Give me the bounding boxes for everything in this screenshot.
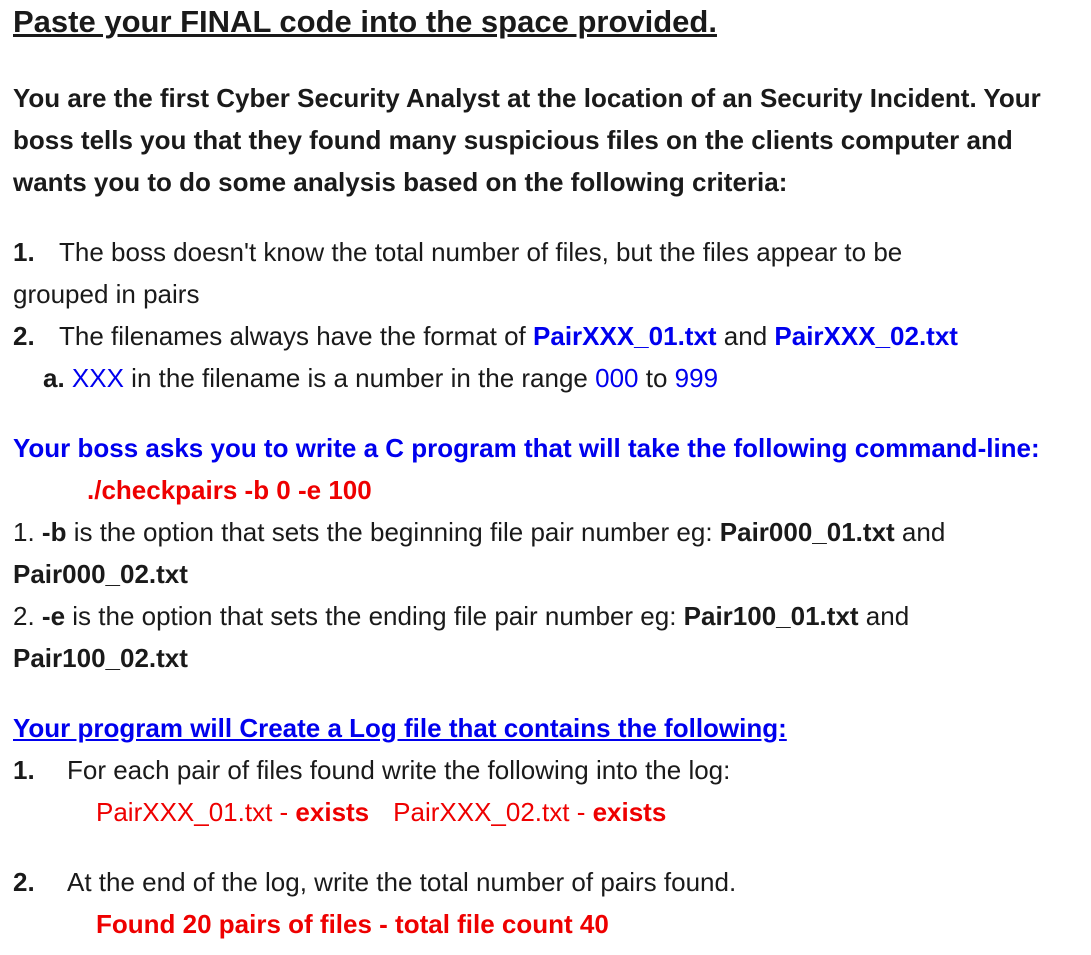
criteria-item-1 <box>13 231 902 273</box>
log-heading: Your program will Create a Log file that contains the following: <box>13 713 787 743</box>
log-example-file-1: PairXXX_01.txt - <box>96 797 296 827</box>
option-e-number: 2. <box>13 601 42 631</box>
criteria-sub-item-a <box>43 357 718 399</box>
log-item-1-text: For each pair of files found write the following into the log: <box>67 755 731 785</box>
option-b-line <box>13 511 945 553</box>
criteria-item-2-text: The filenames always have the format of <box>59 321 534 351</box>
log-item-2-text: At the end of the log, write the total number of pairs found. <box>67 867 737 897</box>
range-start: 000 <box>595 363 639 393</box>
option-e-and: and <box>858 601 910 631</box>
intro-line-1: You are the first Cyber Security Analyst at the location of an Security Incident. Your <box>13 83 1041 113</box>
criteria-item-2 <box>13 315 958 357</box>
option-e-flag: -e <box>41 601 66 631</box>
option-e-file-1: Pair100_01.txt <box>683 601 859 631</box>
page-title: Paste your FINAL code into the space provided. <box>13 4 717 39</box>
criteria-item-1-continued: grouped in pairs <box>13 279 200 309</box>
option-e-line <box>13 595 909 637</box>
option-b-file-2: Pair000_02.txt <box>13 559 188 589</box>
filename-format-2: PairXXX_02.txt <box>774 321 958 351</box>
log-example-2: Found 20 pairs of files - total file count 40 <box>96 909 609 939</box>
criteria-item-1-number: 1. <box>13 237 35 267</box>
option-b-text: is the option that sets the beginning file pair number eg: <box>66 517 720 547</box>
option-b-flag: -b <box>41 517 67 547</box>
command-heading: Your boss asks you to write a C program that will take the following command-line: <box>13 433 1040 463</box>
option-b-and: and <box>894 517 946 547</box>
log-example-file-2: PairXXX_02.txt - <box>393 797 593 827</box>
sub-item-a-xxx: XXX <box>71 363 124 393</box>
range-to-word: to <box>638 363 675 393</box>
log-item-2-number: 2. <box>13 867 35 897</box>
option-e-text: is the option that sets the ending file pair number eg: <box>65 601 684 631</box>
log-example-1 <box>96 791 666 833</box>
criteria-item-2-number: 2. <box>13 321 35 351</box>
sub-item-a-text: in the filename is a number in the range <box>123 363 596 393</box>
log-example-exists-2: exists <box>592 797 667 827</box>
log-item-1-number: 1. <box>13 755 35 785</box>
option-b-number: 1. <box>13 517 42 547</box>
filename-format-1: PairXXX_01.txt <box>533 321 717 351</box>
intro-line-3: wants you to do some analysis based on the following criteria: <box>13 167 788 197</box>
criteria-item-1-text: The boss doesn't know the total number of files, but the files appear to be <box>59 237 903 267</box>
range-end: 999 <box>674 363 719 393</box>
log-item-2 <box>13 861 736 903</box>
criteria-item-2-and: and <box>716 321 775 351</box>
command-example: ./checkpairs -b 0 -e 100 <box>87 475 372 505</box>
option-b-file-1: Pair000_01.txt <box>719 517 895 547</box>
option-e-file-2: Pair100_02.txt <box>13 643 188 673</box>
sub-item-a-label: a. <box>43 363 65 393</box>
log-example-exists-1: exists <box>295 797 370 827</box>
intro-line-2: boss tells you that they found many suspicious files on the clients computer and <box>13 125 1013 155</box>
log-item-1 <box>13 749 730 791</box>
